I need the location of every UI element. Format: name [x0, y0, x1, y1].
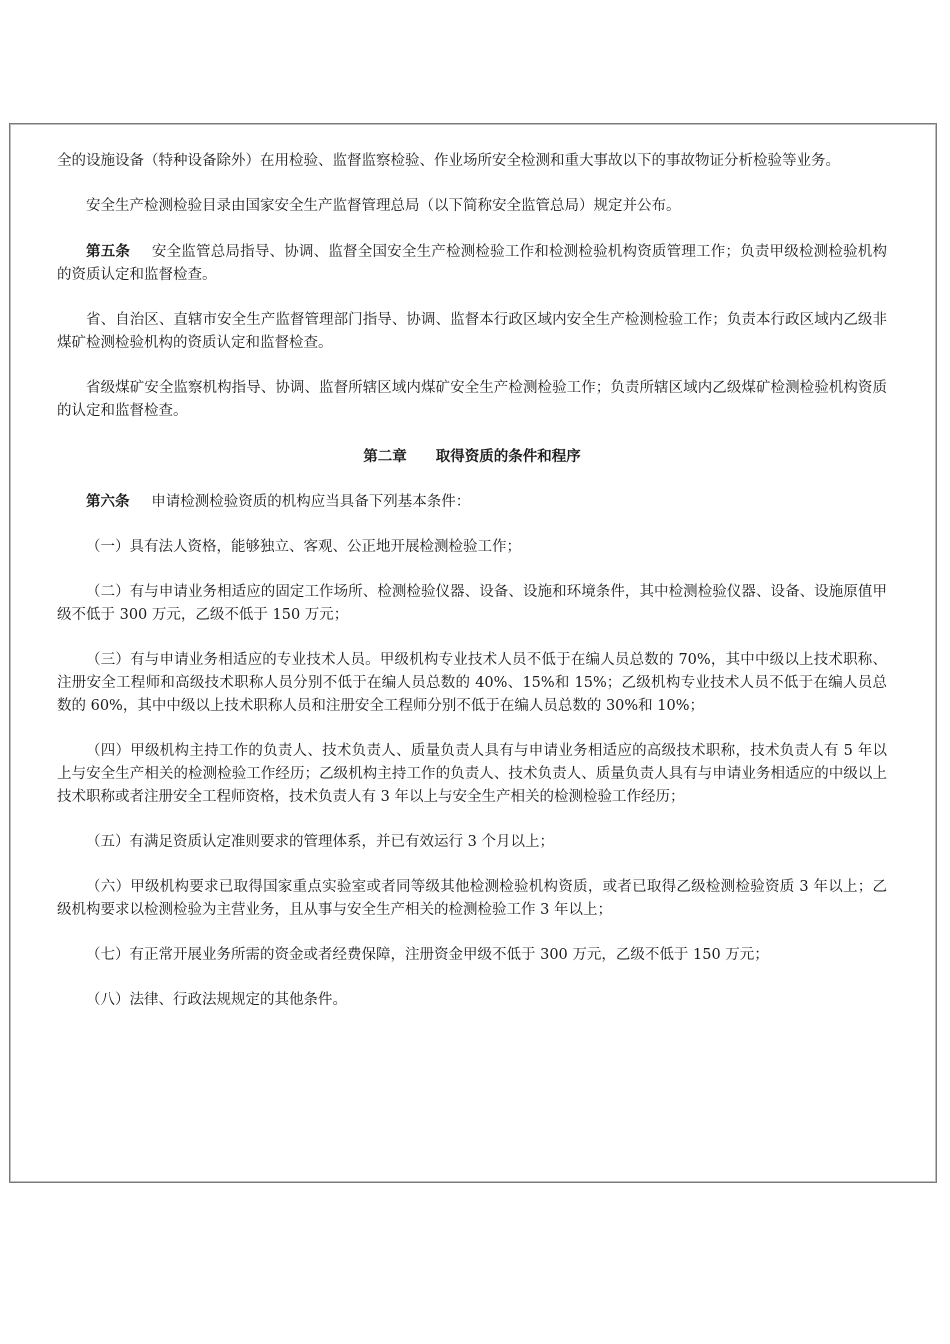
condition-item: （四）甲级机构主持工作的负责人、技术负责人、质量负责人具有与申请业务相适应的高级技术职称，技术负责人有 5 年以上与安全生产相关的检测检验工作经历；乙级机构主持工作的负责人、技术负责人、质量负责人具有与申请业务相适应的中级以上技术职称或者注册安全工程师资格，技术负责人有 3 年以上与安全生产相关的检测检验工作经历；	[57, 743, 887, 805]
chapter-number: 第二章	[363, 448, 407, 465]
condition-item: （六）甲级机构要求已取得国家重点实验室或者同等级其他检测检验机构资质，或者已取得乙级检测检验资质 3 年以上；乙级机构要求以检测检验为主营业务，且从事与安全生产相关的检测检验工作 3 年以上；	[57, 879, 887, 918]
article-6-label: 第六条	[86, 493, 130, 510]
condition-item: （三）有与申请业务相适应的专业技术人员。甲级机构专业技术人员不低于在编人员总数的 70%，其中中级以上技术职称、注册安全工程师和高级技术职称人员分别不低于在编人员总数的 40%、15%和 15%；乙级机构专业技术人员不低于在编人员总数的 60%，其中中级以上技术职称人员和注册安全工程师分别不低于在编人员总数的 30%和 10%；	[57, 652, 887, 714]
condition-item: （八）法律、行政法规规定的其他条件。	[86, 992, 347, 1008]
paragraph-coal-mine: 省级煤矿安全监察机构指导、协调、监督所辖区域内煤矿安全生产检测检验工作；负责所辖区域内乙级煤矿检测检验机构资质的认定和监督检查。	[57, 380, 887, 419]
paragraph-provincial: 省、自治区、直辖市安全生产监督管理部门指导、协调、监督本行政区域内安全生产检测检验工作；负责本行政区域内乙级非煤矿检测检验机构的资质认定和监督检查。	[57, 312, 887, 351]
article-6-text: 申请检测检验资质的机构应当具备下列基本条件：	[151, 494, 471, 510]
article-6	[57, 490, 887, 514]
condition-item: （二）有与申请业务相适应的固定工作场所、检测检验仪器、设备、设施和环境条件，其中检测检验仪器、设备、设施原值甲级不低于 300 万元，乙级不低于 150 万元；	[57, 584, 887, 623]
paragraph-catalog: 安全生产检测检验目录由国家安全生产监督管理总局（以下简称安全监管总局）规定并公布。	[86, 198, 681, 214]
article-5-label: 第五条	[86, 243, 131, 260]
condition-item: （五）有满足资质认定准则要求的管理体系，并已有效运行 3 个月以上；	[86, 834, 554, 850]
paragraph-continuation: 全的设施设备（特种设备除外）在用检验、监督监察检验、作业场所安全检测和重大事故以下的事故物证分析检验等业务。	[57, 153, 840, 169]
condition-item: （七）有正常开展业务所需的资金或者经费保障，注册资金甲级不低于 300 万元，乙级不低于 150 万元；	[86, 947, 769, 963]
chapter-heading	[57, 445, 887, 468]
document-body	[57, 150, 887, 1034]
article-5	[57, 240, 887, 287]
article-5-text: 安全监管总局指导、协调、监督全国安全生产检测检验工作和检测检验机构资质管理工作；负责甲级检测检验机构的资质认定和监督检查。	[57, 244, 888, 283]
condition-item: （一）具有法人资格，能够独立、客观、公正地开展检测检验工作；	[86, 539, 521, 555]
chapter-title: 取得资质的条件和程序	[435, 448, 581, 465]
